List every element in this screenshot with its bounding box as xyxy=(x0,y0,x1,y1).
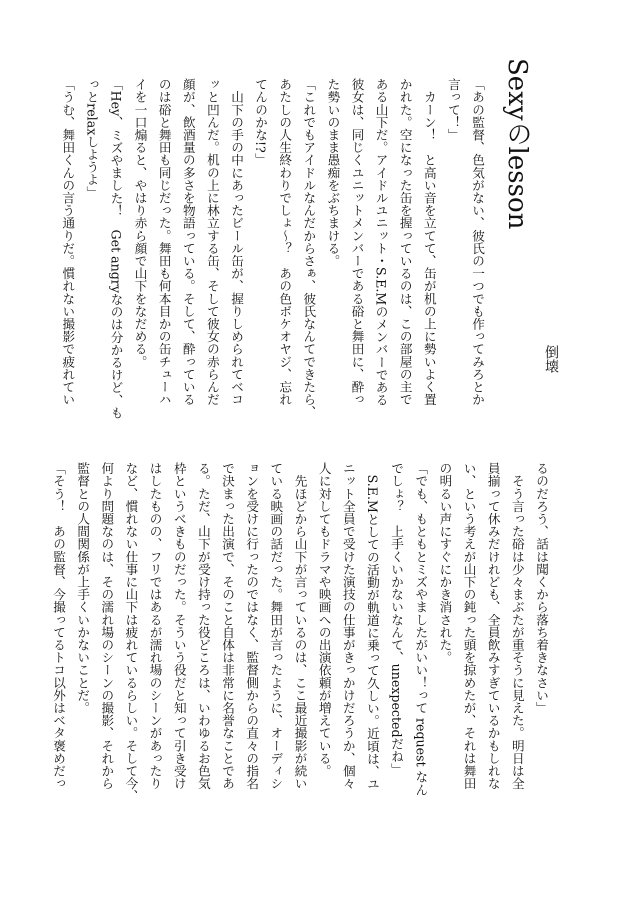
text-column: 「これでもアイドルなんだからさぁ、彼氏なんてできたら、 xyxy=(301,78,317,419)
text-column: 「うむ、舞田くんの言う通りだ。慣れない撮影で疲れてい xyxy=(60,78,76,406)
text-column: るのだろう、話は聞くから落ち着きなさい」 xyxy=(534,462,549,714)
text-column: ッと凹んだ。机の上に林立する缶、そして彼女の赤らんだ xyxy=(204,78,220,406)
text-column: 山下の手の中にあったビール缶が、握りしめられてベコ xyxy=(229,78,244,406)
text-column: イを一口煽ると、やはり赤ら顔で山下をなだめる。 xyxy=(132,78,148,368)
text-column: 何より問題なのは、その濡れ場のシーンの撮影、それから xyxy=(99,462,115,790)
text-column: ョンを受けに行ったのではなく、監督側からの直々の指名 xyxy=(244,462,260,790)
story-title: Sexyのlesson xyxy=(502,58,532,230)
text-column: 彼女は、同じくユニットメンバーである硲と舞田に、酔っ xyxy=(349,78,365,406)
author-name: 倒壊 xyxy=(543,345,559,373)
text-column: 人に対してもドラマや映画への出演依頼が増えている。 xyxy=(316,462,332,777)
text-column: カーン！ と高い音を立てて、缶が机の上に勢いよく置 xyxy=(421,78,437,406)
text-column: る。ただ、山下が受け持った役どころは、いわゆるお色気 xyxy=(195,462,211,790)
text-column: てんのかな!?」 xyxy=(253,78,269,166)
text-column: S.E.Mとしての活動が軌道に乗って久しい。近頃は、ユ xyxy=(364,462,380,791)
text-column: かれた。空になった缶を握っているのは、この部屋の主で xyxy=(397,78,413,406)
text-column: でしょ？ 上手くいかないなんて、unexpectedだね」 xyxy=(389,462,405,776)
text-column: た勢いのまま愚痴をぶちまける。 xyxy=(325,78,341,267)
text-column: 「でも、もともとミズやましたがいい！って request なん xyxy=(413,462,429,796)
text-column: 枠というべきものだった。そういう役だと知って引き受け xyxy=(171,462,187,790)
text-column: ニット全員で受けた演技の仕事がきっかけだろうか、個々 xyxy=(340,462,356,790)
text-column: 顔が、飲酒量の多さを物語っている。そして、酔っている xyxy=(180,78,196,406)
text-column: そう言った硲は少々まぶたが重そうに見えた。明日は全 xyxy=(509,462,525,790)
text-column: っとrelaxしようよ」 xyxy=(84,78,100,199)
text-column: い、という考えが山下の鈍った頭を掠めたが、それは舞田 xyxy=(461,462,477,790)
text-column: で決まった出演で、そのこと自体は非常に名誉なことであ xyxy=(220,462,236,790)
text-column: 「そう！ あの監督、今撮ってるトコ以外はベタ褒めだっ xyxy=(51,462,66,790)
text-column: 先ほどから山下が言っているのは、ここ最近撮影が続い xyxy=(292,462,308,790)
text-column: ある山下だ。アイドルユニット・S.E.Mのメンバーである xyxy=(373,78,389,407)
text-column: 「あの監督、色気がない、彼氏の一つでも作ってみろとか xyxy=(470,78,485,406)
text-column: あたしの人生終わりでしょ～？ あの色ボケオヤジ、忘れ xyxy=(277,78,293,406)
text-column: 「Hey、ミズやました！ Get angryなのは分かるけど、も xyxy=(108,78,124,419)
text-column: のは硲と舞田も同じだった。舞田も何本目かの缶チューハ xyxy=(156,78,172,406)
text-column: ている映画の話だった。舞田が言ったように、オーディシ xyxy=(268,462,284,790)
text-column: など、慣れない仕事に山下は疲れているらしい。そして今、 xyxy=(123,462,139,803)
text-column: の明るい声にすぐにかき消された。 xyxy=(437,462,453,664)
text-column: はしたものの、フリではあるが濡れ場のシーンがあったり xyxy=(147,462,163,790)
text-column: 言って！」 xyxy=(445,78,461,141)
text-column: 監督との人間関係が上手くいかないことだ。 xyxy=(75,462,91,714)
text-column: 員揃って休みだけれども、全員飲みすぎているかもしれな xyxy=(485,462,501,790)
